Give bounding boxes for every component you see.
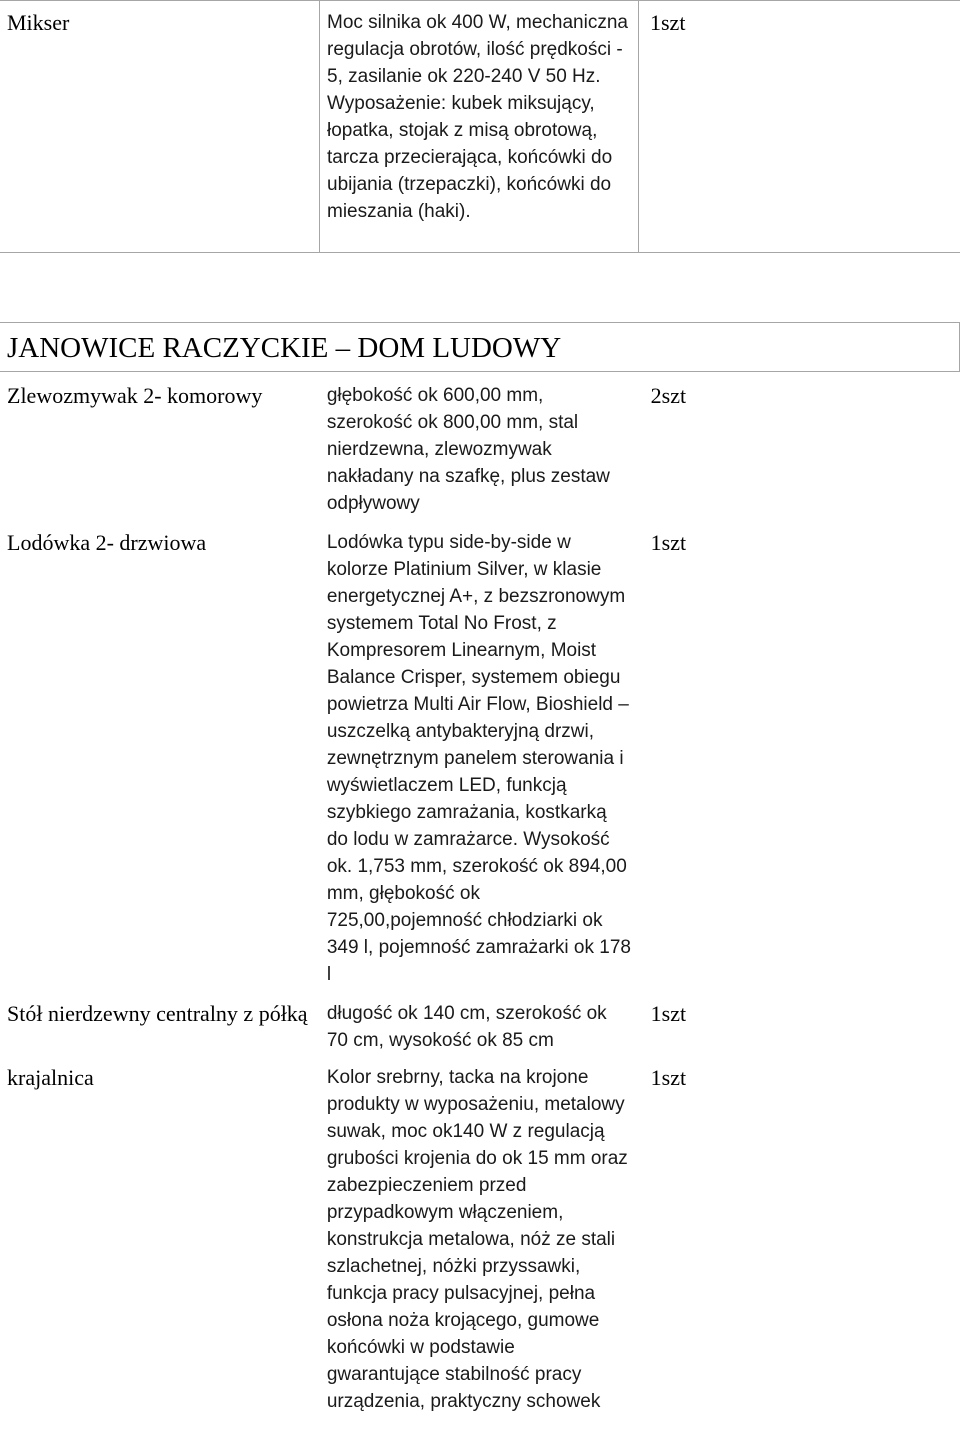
item-name: Stół nierdzewny centralny z półką (7, 1001, 308, 1026)
item-description: Moc silnika ok 400 W, mechaniczna regulacja obrotów, ilość prędkości - 5, zasilanie ok 220-240 V 50 Hz. Wyposażenie: kubek miksujący, łopatka, stojak z misą obrotową, tarcza przecierająca, końcówki do ubijania (trzepaczki), końcówki do mieszania (haki). (320, 1, 639, 253)
item-quantity: 2szt (650, 383, 687, 408)
item-name: krajalnica (7, 1065, 94, 1090)
item-description: Lodówka typu side-by-side w kolorze Platinium Silver, w klasie energetycznej A+, z bezszronowym systemem Total No Frost, z Kompresorem Linearnym, Moist Balance Crisper, systemem obiegu powietrza Multi Air Flow, Bioshield – uszczelką antybakteryjną drzwi, zewnętrznym panelem sterowania i wyświetlaczem LED, funkcją szybkiego zamrażania, kostkarką do lodu w zamrażarce. Wysokość ok. 1,753 mm, szerokość ok 894,00 mm, głębokość ok 725,00,pojemność chłodziarki ok 349 l, pojemność zamrażarki ok 178 l (326, 532, 631, 985)
item-quantity: 1szt (639, 1, 960, 253)
item-name: Mikser (0, 1, 320, 253)
item-name: Zlewozmywak 2- komorowy (7, 383, 263, 408)
item-quantity: 1szt (650, 1065, 687, 1090)
table-row (0, 1054, 960, 1415)
equipment-table-section (0, 322, 960, 1415)
item-description: Kolor srebrny, tacka na krojone produkty w wyposażeniu, metalowy suwak, moc ok140 W z regulacją grubości krojenia do ok 15 mm oraz zabezpieczeniem przed przypadkowym włączeniem, konstrukcja metalowa, nóż ze stali szlachetnej, nóżki przyssawki, funkcja pracy pulsacyjnej, pełna osłona noża krojącego, gumowe końcówki w podstawie gwarantujące stabilność pracy urządzenia, praktyczny schowek (326, 1067, 628, 1412)
table-row (0, 372, 960, 518)
table-row (0, 1, 960, 253)
item-name: Lodówka 2- drzwiowa (7, 530, 207, 555)
section-title (0, 323, 960, 372)
table-row (0, 988, 960, 1054)
equipment-table-top (0, 0, 960, 253)
section-title-text: JANOWICE RACZYCKIE – DOM LUDOWY (7, 332, 562, 364)
item-description: długość ok 140 cm, szerokość ok 70 cm, wysokość ok 85 cm (326, 1003, 607, 1051)
item-description: głębokość ok 600,00 mm, szerokość ok 800,00 mm, stal nierdzewna, zlewozmywak nakładany na szafkę, plus zestaw odpływowy (326, 385, 610, 514)
item-quantity: 1szt (650, 1001, 687, 1026)
section-title-row (0, 323, 960, 372)
item-quantity: 1szt (650, 530, 687, 555)
table-row (0, 517, 960, 988)
